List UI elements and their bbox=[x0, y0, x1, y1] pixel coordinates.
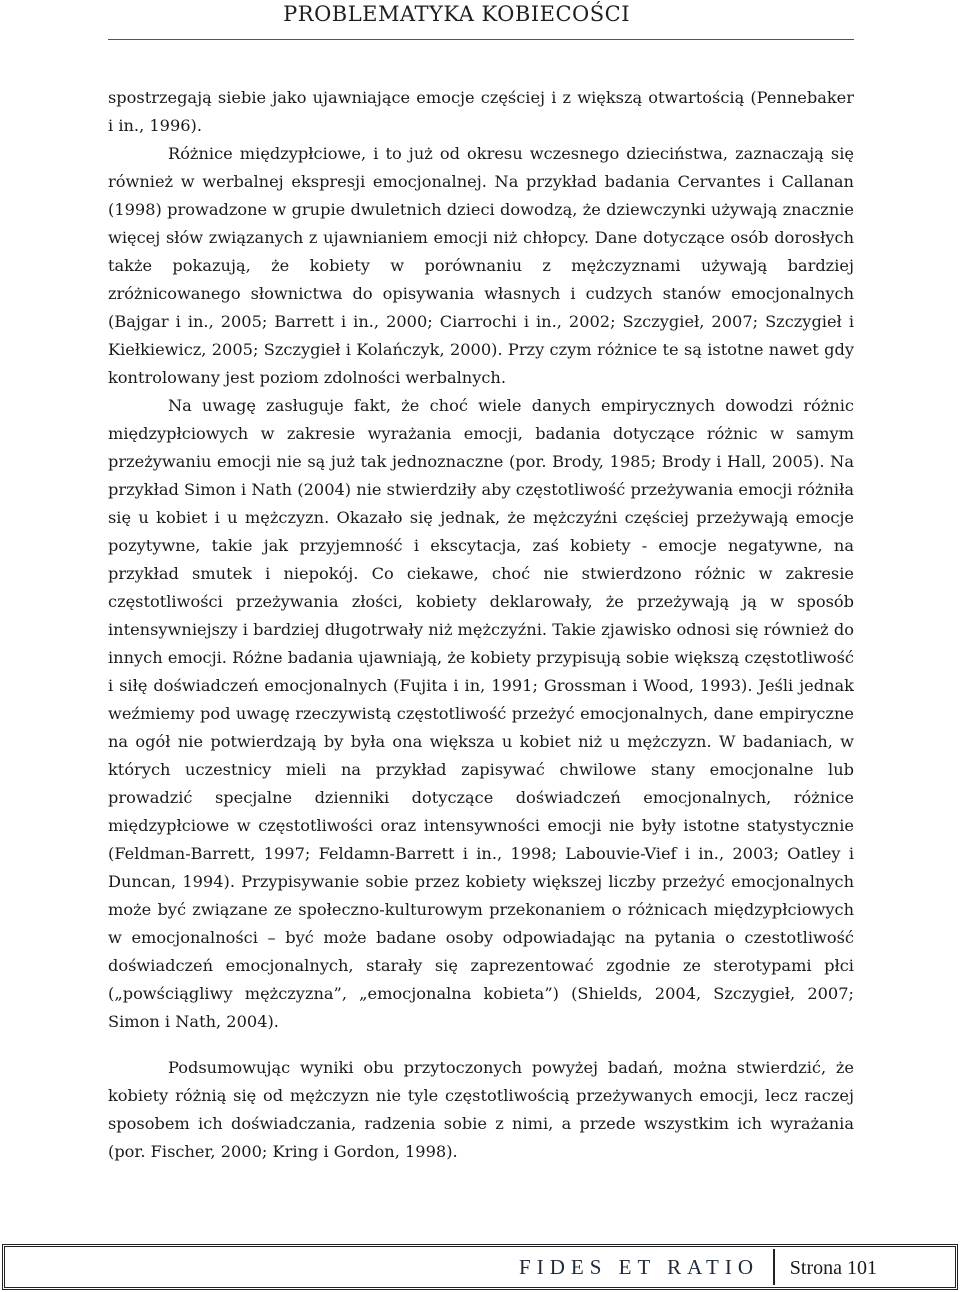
page-body bbox=[108, 84, 854, 1166]
header-rule bbox=[108, 39, 854, 40]
journal-name: FIDES ET RATIO bbox=[519, 1255, 759, 1279]
footer-divider bbox=[773, 1249, 775, 1285]
paragraph-2: Różnice międzypłciowe, i to już od okresu wczesnego dzieciństwa, zaznaczają się również w werbalnej ekspresji emocjonalnej. Na przykład badania Cervantes i Callanan (1998) prowadzone w grupie dwuletnich dzieci dowodzą, że dziewczynki używają znacznie więcej słów związanych z ujawnianiem emocji niż chłopcy. Dane dotyczące osób dorosłych także pokazują, że kobiety w porównaniu z mężczyznami używają bardziej zróżnicowanego słownictwa do opisywania własnych i cudzych stanów emocjonalnych (Bajgar i in., 2005; Barrett i in., 2000; Ciarrochi i in., 2002; Szczygieł, 2007; Szczygieł i Kiełkiewicz, 2005; Szczygieł i Kolańczyk, 2000). Przy czym różnice te są istotne nawet gdy kontrolowany jest poziom zdolności werbalnych. bbox=[108, 144, 854, 387]
page-number: Strona 101 bbox=[789, 1257, 877, 1279]
paragraph-3: Na uwagę zasługuje fakt, że choć wiele danych empirycznych dowodzi różnic międzypłciowych w zakresie wyrażania emocji, badania dotyczące różnic w samym przeżywaniu emocji nie są już tak jednoznaczne (por. Brody, 1985; Brody i Hall, 2005). Na przykład Simon i Nath (2004) nie stwierdziły aby częstotliwość przeżywania emocji różniła się u kobiet i u mężczyzn. Okazało się jednak, że mężczyźni częściej przeżywają emocje pozytywne, takie jak przyjemność i ekscytacja, zaś kobiety - emocje negatywne, na przykład smutek i niepokój. Co ciekawe, choć nie stwierdzono różnic w zakresie częstotliwości przeżywania złości, kobiety deklarowały, że przeżywają ją w sposób intensywniejszy i bardziej długotrwały niż mężczyźni. Takie zjawisko odnosi się również do innych emocji. Różne badania ujawniają, że kobiety przypisują sobie większą częstotliwość i siłę doświadczeń emocjonalnych (Fujita i in, 1991; Grossman i Wood, 1993). Jeśli jednak weźmiemy pod uwagę rzeczywistą częstotliwość przeżyć emocjonalnych, dane empiryczne na ogół nie potwierdzają by była ona większa u kobiet niż u mężczyzn. W badaniach, w których uczestnicy mieli na przykład zapisywać chwilowe stany emocjonalne lub prowadzić specjalne dzienniki dotyczące doświadczeń emocjonalnych, różnice międzypłciowe w częstotliwości oraz intensywności emocji nie były istotne statystycznie (Feldman-Barrett, 1997; Feldamn-Barrett i in., 1998; Labouvie-Vief i in., 2003; Oatley i Duncan, 1994). Przypisywanie sobie przez kobiety większej liczby przeżyć emocjonalnych może być związane ze społeczno-kulturowym przekonaniem o różnicach międzypłciowych w emocjonalności – być może badane osoby odpowiadając na pytania o czestotliwość doświadczeń emocjonalnych, starały się zaprezentować zgodnie ze sterotypami płci („powściągliwy mężczyzna”, „emocjonalna kobieta”) (Shields, 2004, Szczygieł, 2007; Simon i Nath, 2004). bbox=[108, 396, 854, 1031]
running-header: PROBLEMATYKA KOBIECOŚCI bbox=[283, 2, 630, 26]
paragraph-1: spostrzegają siebie jako ujawniające emocje częściej i z większą otwartością (Pennebaker i in., 1996). bbox=[108, 88, 854, 135]
paragraph-4: Podsumowując wyniki obu przytoczonych powyżej badań, można stwierdzić, że kobiety różnią się od mężczyzn nie tyle częstotliwością przeżywanych emocji, lecz raczej sposobem ich doświadczania, radzenia sobie z nimi, a przede wszystkim ich wyrażania (por. Fischer, 2000; Kring i Gordon, 1998). bbox=[108, 1058, 854, 1161]
page-footer bbox=[2, 1244, 958, 1290]
